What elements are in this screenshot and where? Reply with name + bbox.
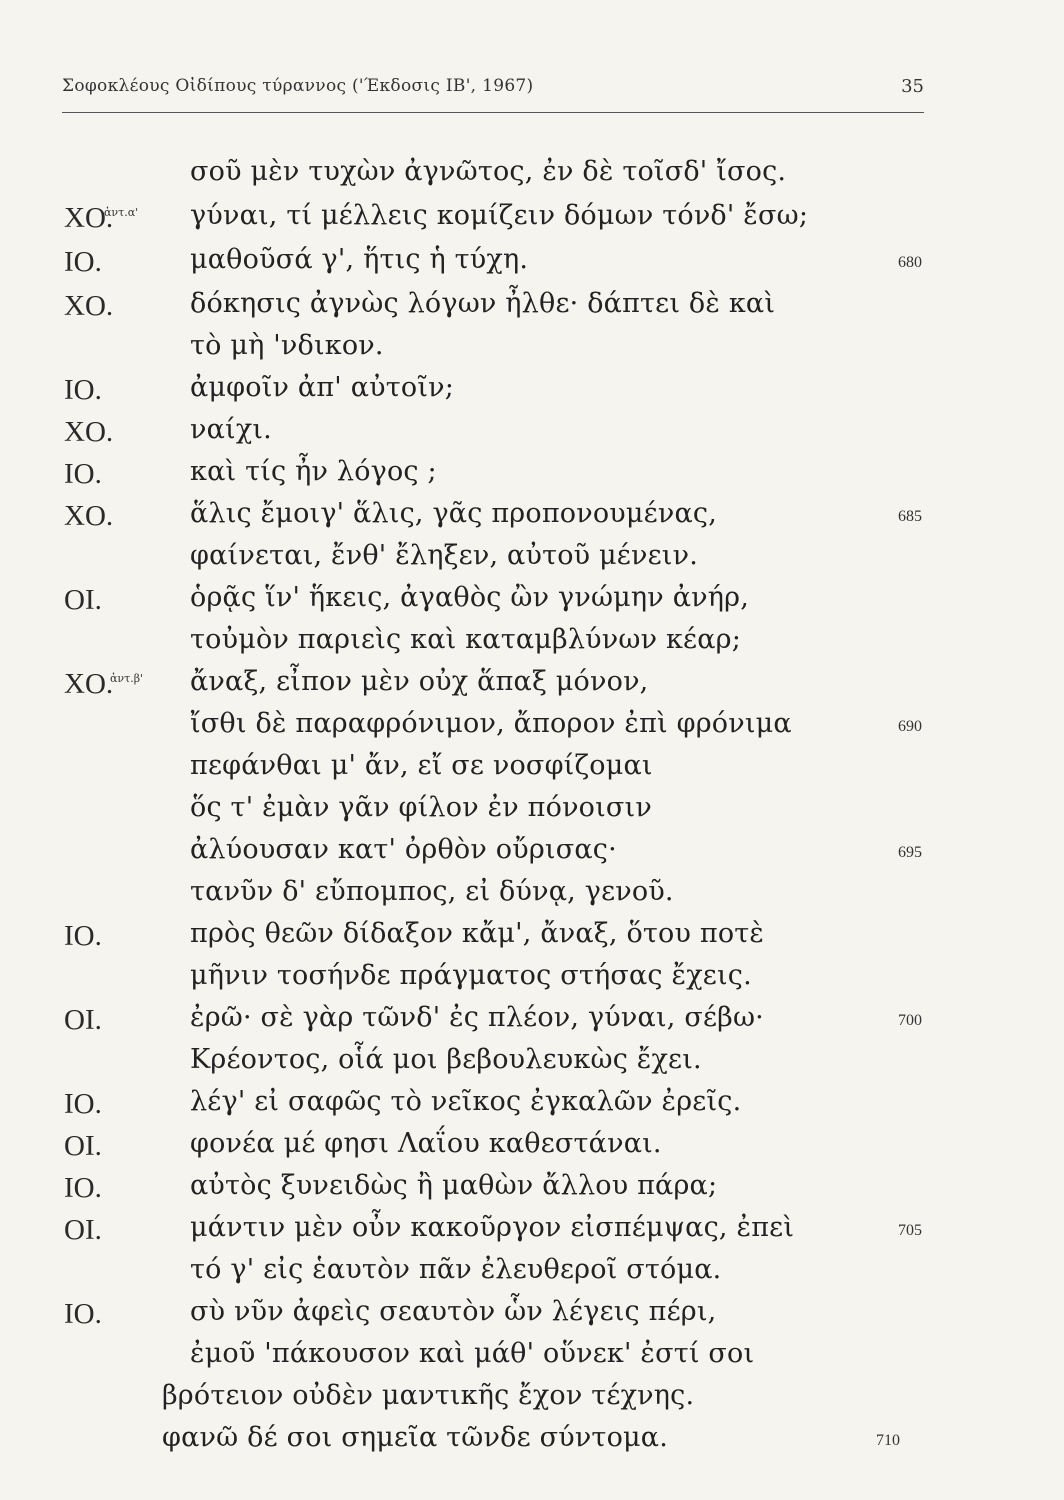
line-number: 710 bbox=[876, 1432, 900, 1449]
verse-text: λέγ' εἰ σαφῶς τὸ νεῖκος ἐγκαλῶν ἐρεῖς. bbox=[190, 1086, 742, 1117]
speaker-label: ΙΟ. bbox=[64, 374, 102, 406]
verse-line bbox=[0, 750, 1064, 790]
speaker-label: ΙΟ. bbox=[64, 1088, 102, 1120]
verse-text: βρότειον οὐδὲν μαντικῆς ἔχον τέχνης. bbox=[162, 1380, 695, 1411]
verse-text: μαθοῦσά γ', ἥτις ἡ τύχη. bbox=[190, 244, 529, 275]
verse-text: ὅς τ' ἐμὰν γᾶν φίλον ἐν πόνοισιν bbox=[190, 792, 652, 823]
verse-text: πεφάνθαι μ' ἄν, εἴ σε νοσφίζομαι bbox=[190, 750, 653, 781]
verse-line bbox=[0, 330, 1064, 370]
verse-text: ναίχι. bbox=[190, 414, 272, 445]
verse-text: ἐρῶ· σὲ γὰρ τῶνδ' ἐς πλέον, γύναι, σέβω· bbox=[190, 1002, 764, 1033]
strophe-marker: ἀντ.β' bbox=[110, 672, 144, 685]
verse-line bbox=[0, 1254, 1064, 1294]
verse-line bbox=[0, 1422, 1064, 1462]
verse-line bbox=[0, 200, 1064, 240]
verse-text: φαίνεται, ἔνθ' ἔληξεν, αὐτοῦ μένειν. bbox=[190, 540, 698, 571]
verse-line bbox=[0, 1002, 1064, 1042]
verse-line bbox=[0, 834, 1064, 874]
speaker-label: ΧΟ. bbox=[64, 416, 114, 448]
line-number: 685 bbox=[898, 508, 922, 525]
verse-text: μῆνιν τοσήνδε πράγματος στήσας ἔχεις. bbox=[190, 960, 752, 991]
verse-text: ὁρᾷς ἵν' ἥκεις, ἀγαθὸς ὢν γνώμην ἀνήρ, bbox=[190, 582, 749, 613]
verse-text: τανῦν δ' εὔπομπος, εἰ δύνᾳ, γενοῦ. bbox=[190, 876, 674, 907]
page-number: 35 bbox=[901, 76, 924, 97]
verse-line bbox=[0, 156, 1064, 196]
verse-line bbox=[0, 1380, 1064, 1420]
verse-text: καὶ τίς ἦν λόγος ; bbox=[190, 456, 437, 487]
verse-line bbox=[0, 244, 1064, 284]
verse-text: τό γ' εἰς ἑαυτὸν πᾶν ἐλευθεροῖ στόμα. bbox=[190, 1254, 722, 1285]
verse-line bbox=[0, 456, 1064, 496]
verse-text: μάντιν μὲν οὖν κακοῦργον εἰσπέμψας, ἐπεὶ bbox=[190, 1212, 795, 1243]
verse-text: ἅλις ἔμοιγ' ἅλις, γᾶς προπονουμένας, bbox=[190, 498, 717, 529]
line-number: 695 bbox=[898, 844, 922, 861]
running-header-title: Σοφοκλέους Οἰδίπους τύραννος ('Έκδοσις ΙΒ', 1967) bbox=[62, 76, 534, 96]
verse-line bbox=[0, 1338, 1064, 1378]
verse-text: ἄναξ, εἶπον μὲν οὐχ ἅπαξ μόνον, bbox=[190, 666, 649, 697]
strophe-marker: ἀντ.α' bbox=[104, 206, 139, 219]
verse-line bbox=[0, 288, 1064, 328]
speaker-label: ΟΙ. bbox=[64, 1004, 102, 1036]
verse-text: ἴσθι δὲ παραφρόνιμον, ἄπορον ἐπὶ φρόνιμα bbox=[190, 708, 792, 739]
line-number: 690 bbox=[898, 718, 922, 735]
verse-line bbox=[0, 792, 1064, 832]
verse-line bbox=[0, 624, 1064, 664]
verse-text: τὸ μὴ 'νδικον. bbox=[190, 330, 384, 361]
verse-text: σὺ νῦν ἀφεὶς σεαυτὸν ὧν λέγεις πέρι, bbox=[190, 1296, 717, 1327]
verse-line bbox=[0, 960, 1064, 1000]
speaker-label: ΙΟ. bbox=[64, 246, 102, 278]
speaker-label: ΧΟ. bbox=[64, 202, 114, 234]
verse-line bbox=[0, 1044, 1064, 1084]
verse-text: φονέα μέ φησι Λαΐου καθεστάναι. bbox=[190, 1128, 662, 1159]
verse-text: ἀλύουσαν κατ' ὀρθὸν οὔρισας· bbox=[190, 834, 617, 865]
verse-text: ἐμοῦ 'πάκουσον καὶ μάθ' οὕνεκ' ἐστί σοι bbox=[190, 1338, 755, 1369]
verse-text: αὐτὸς ξυνειδὼς ἢ μαθὼν ἄλλου πάρα; bbox=[190, 1170, 718, 1201]
verse-line bbox=[0, 582, 1064, 622]
speaker-label: ΧΟ. bbox=[64, 668, 114, 700]
line-number: 705 bbox=[898, 1222, 922, 1239]
verse-text: σοῦ μὲν τυχὼν ἀγνῶτος, ἐν δὲ τοῖσδ' ἴσος. bbox=[190, 156, 787, 187]
verse-text: δόκησις ἀγνὼς λόγων ἦλθε· δάπτει δὲ καὶ bbox=[190, 288, 776, 319]
verse-line bbox=[0, 876, 1064, 916]
verse-text: γύναι, τί μέλλεις κομίζειν δόμων τόνδ' ἔσω; bbox=[190, 200, 809, 231]
verse-line bbox=[0, 918, 1064, 958]
verse-line bbox=[0, 1212, 1064, 1252]
verse-line bbox=[0, 1170, 1064, 1210]
line-number: 700 bbox=[898, 1012, 922, 1029]
verse-line bbox=[0, 1128, 1064, 1168]
speaker-label: ΙΟ. bbox=[64, 1298, 102, 1330]
header-rule bbox=[62, 112, 924, 113]
speaker-label: ΟΙ. bbox=[64, 1214, 102, 1246]
verse-text: πρὸς θεῶν δίδαξον κἄμ', ἄναξ, ὅτου ποτὲ bbox=[190, 918, 765, 949]
verse-line bbox=[0, 1086, 1064, 1126]
verse-text: ἀμφοῖν ἀπ' αὐτοῖν; bbox=[190, 372, 455, 403]
verse-line bbox=[0, 666, 1064, 706]
verse-text: τοὐμὸν παριεὶς καὶ καταμβλύνων κέαρ; bbox=[190, 624, 742, 655]
verse-line bbox=[0, 372, 1064, 412]
speaker-label: ΟΙ. bbox=[64, 1130, 102, 1162]
speaker-label: ΙΟ. bbox=[64, 458, 102, 490]
speaker-label: ΧΟ. bbox=[64, 290, 114, 322]
speaker-label: ΙΟ. bbox=[64, 920, 102, 952]
verse-line bbox=[0, 708, 1064, 748]
verse-line bbox=[0, 540, 1064, 580]
verse-line bbox=[0, 1296, 1064, 1336]
verse-text: φανῶ δέ σοι σημεῖα τῶνδε σύντομα. bbox=[162, 1422, 668, 1453]
verse-line bbox=[0, 414, 1064, 454]
speaker-label: ΟΙ. bbox=[64, 584, 102, 616]
line-number: 680 bbox=[898, 254, 922, 271]
speaker-label: ΧΟ. bbox=[64, 500, 114, 532]
verse-text: Κρέοντος, οἷά μοι βεβουλευκὼς ἔχει. bbox=[190, 1044, 702, 1075]
verse-line bbox=[0, 498, 1064, 538]
speaker-label: ΙΟ. bbox=[64, 1172, 102, 1204]
